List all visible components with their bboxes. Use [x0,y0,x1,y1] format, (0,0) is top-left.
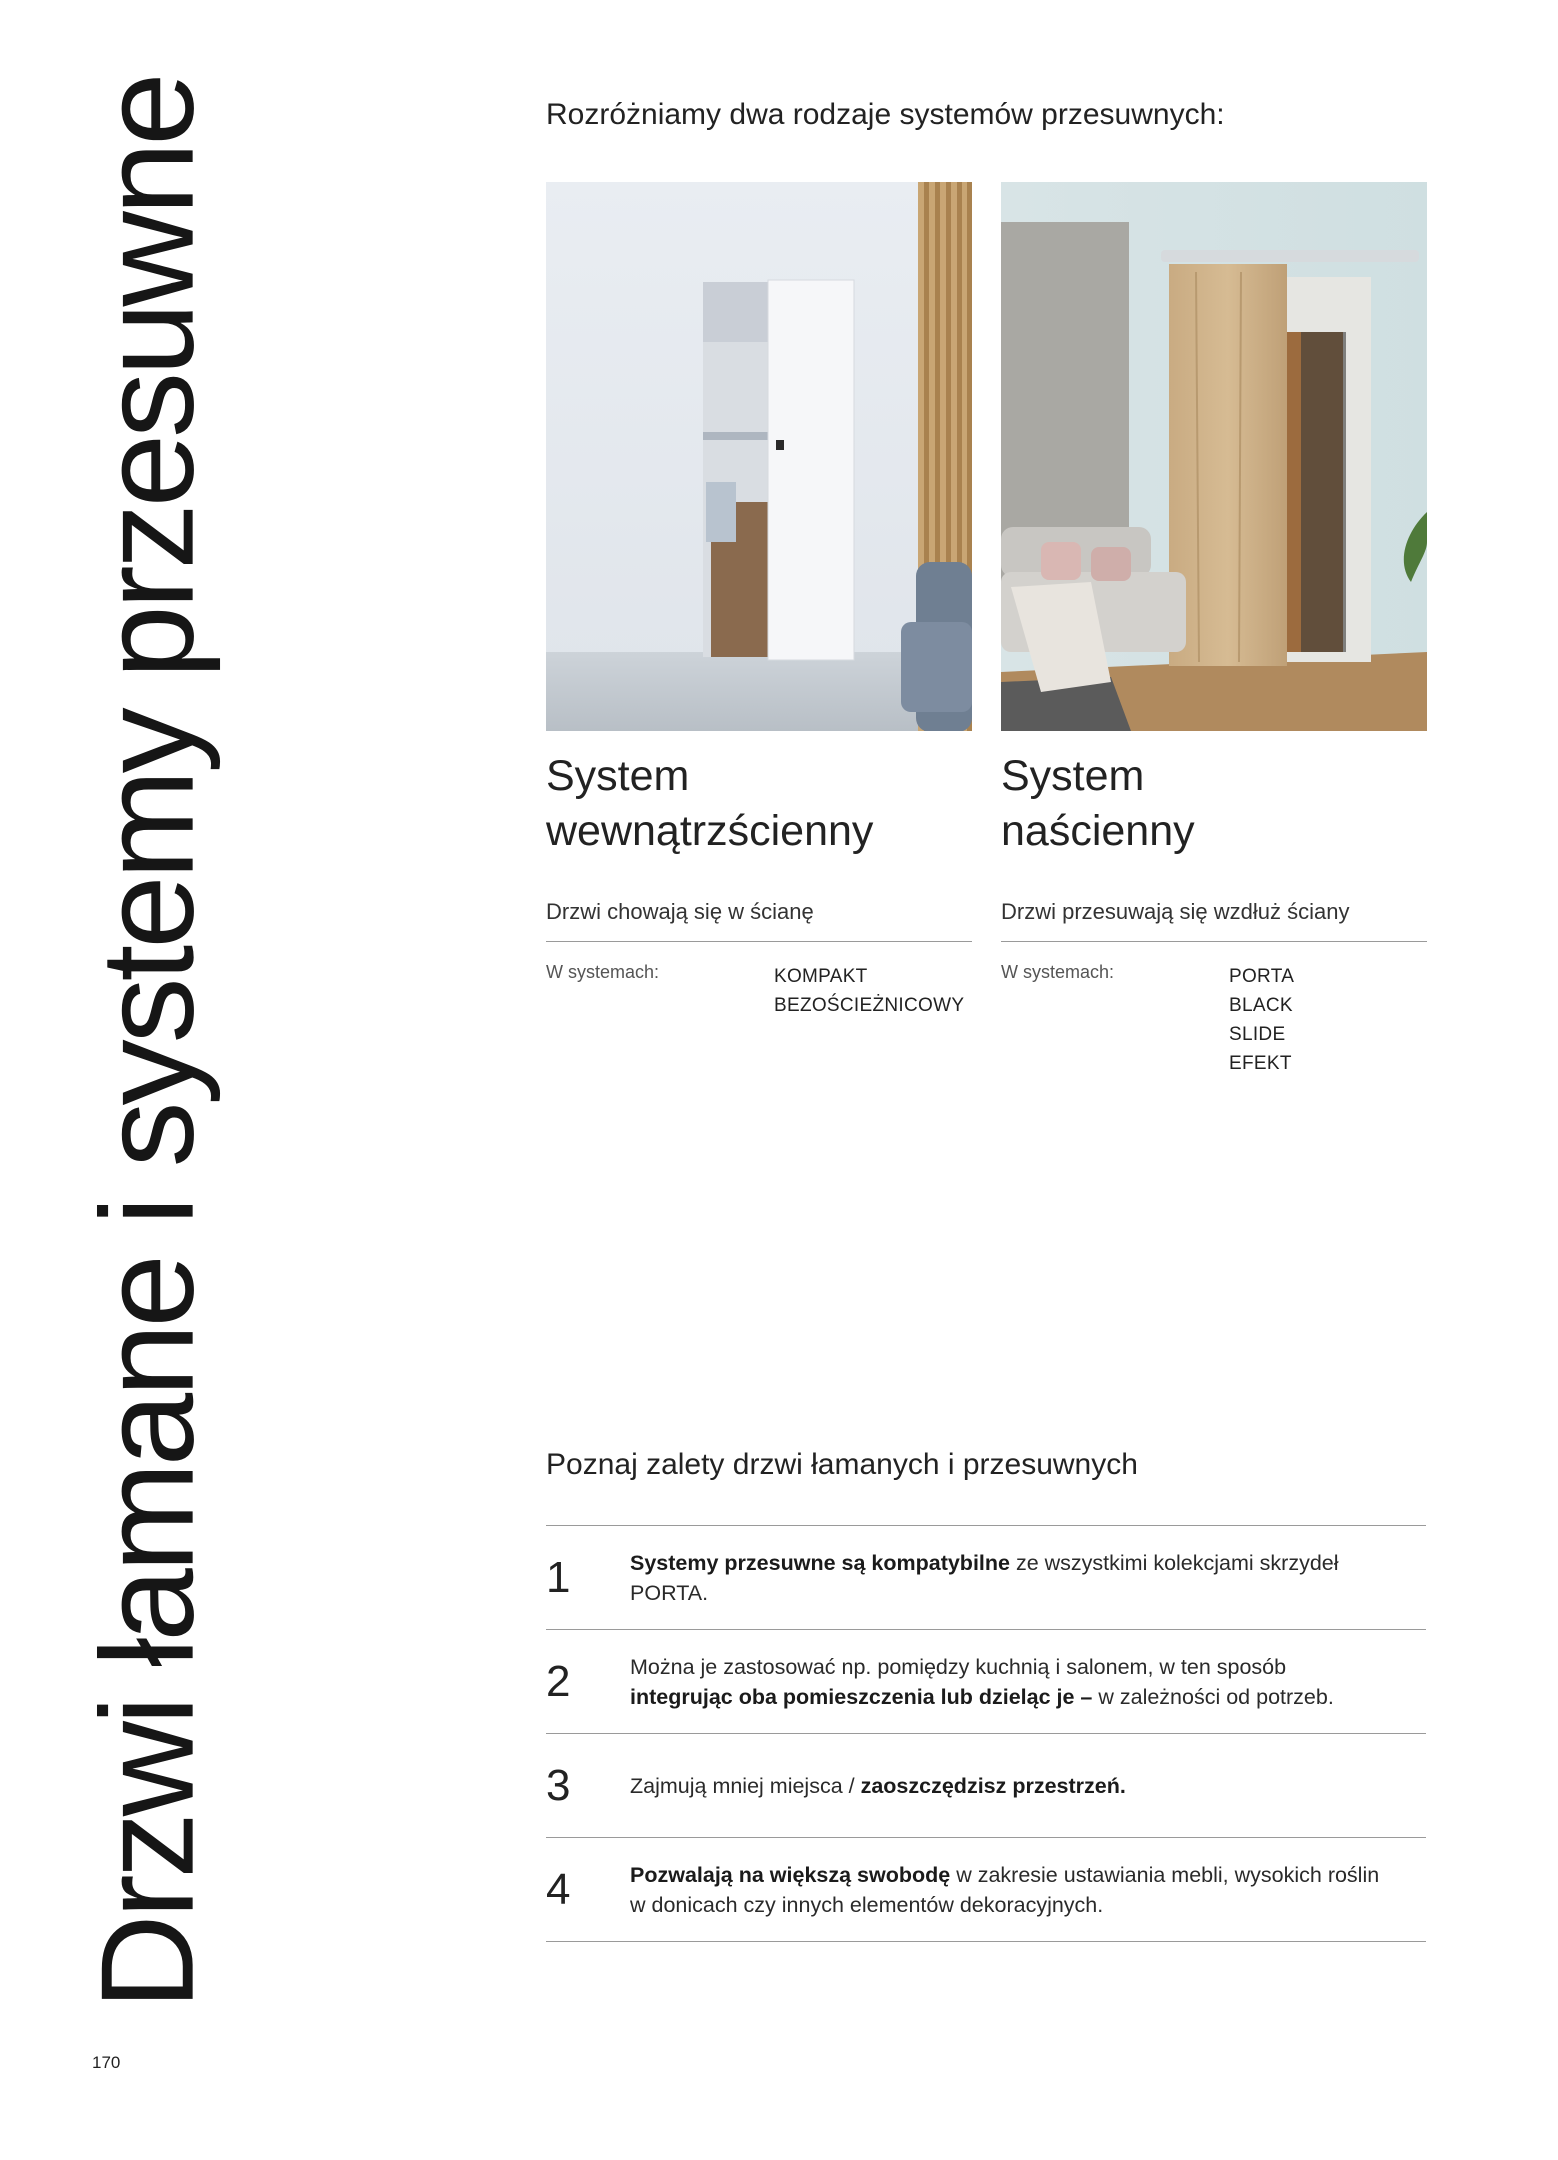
advantage-row [546,1838,1426,1942]
system-item-porta: PORTA [1229,966,1295,987]
advantage-row [546,1734,1426,1838]
advantage-number: 1 [546,1552,571,1602]
systems-label: W systemach: [1001,962,1115,982]
photo-wall-mounted-door [1001,182,1427,731]
systems-label: W systemach: [546,962,660,982]
system-wall-mounted-description: Drzwi przesuwają się wzdłuż ściany [1001,899,1427,942]
advantage-text-bold: integrując oba pomieszczenia lub dzieląc je – [630,1684,1093,1709]
advantage-text [630,1652,1390,1712]
advantage-text [630,1548,1390,1608]
photo-in-wall-door [546,182,972,731]
system-wall-mounted-column [1001,182,1427,1078]
advantage-text-plain: Można je zastosować np. pomiędzy kuchnią i salonem, w ten sposób [630,1654,1287,1679]
system-wall-mounted-title-line1: System [1001,752,1145,800]
vertical-page-title [68,76,228,2010]
advantage-text-bold: zaoszczędzisz przestrzeń. [860,1773,1126,1798]
system-wall-mounted-title-line2: naścienny [1001,807,1195,855]
page-number: 170 [92,2053,121,2072]
intro-heading: Rozróżniamy dwa rodzaje systemów przesuwnych: [546,98,1225,131]
system-wall-mounted-systems [1001,962,1427,1078]
systems-list [774,962,964,1020]
system-item-efekt: EFEKT [1229,1053,1292,1074]
system-item-black: BLACK [1229,995,1293,1016]
advantage-text-bold: Systemy przesuwne są kompatybilne [630,1550,1010,1575]
advantage-text-plain: Zajmują mniej miejsca / [630,1773,861,1798]
advantage-number: 2 [546,1656,571,1706]
system-wall-mounted-title [1001,749,1427,859]
system-in-wall-description: Drzwi chowają się w ścianę [546,899,972,942]
advantage-text-plain: ze wszystkimi kolekcjami skrzydeł PORTA. [630,1550,1339,1605]
system-in-wall-title [546,749,972,859]
advantage-text [630,1771,1390,1801]
advantage-row [546,1526,1426,1630]
system-in-wall-title-line2: wewnątrzścienny [546,807,874,855]
system-in-wall-systems [546,962,972,1020]
vertical-page-title-text: Drzwi łamane i systemy przesuwne [74,76,221,2010]
advantage-row [546,1630,1426,1734]
advantage-number: 4 [546,1864,571,1914]
system-item-bezoscieznicowy: BEZOŚCIEŻNICOWY [774,995,965,1016]
advantage-text-plain: w zakresie ustawiania mebli, wysokich roślin w donicach czy innych elementów dekoracyjnych. [630,1862,1380,1917]
advantage-number: 3 [546,1760,571,1810]
systems-list [1229,962,1294,1078]
advantage-text [630,1860,1390,1920]
system-in-wall-column [546,182,972,1020]
advantages-heading: Poznaj zalety drzwi łamanych i przesuwnych [546,1448,1138,1481]
system-in-wall-title-line1: System [546,752,690,800]
advantage-text-plain: w zależności od potrzeb. [1092,1684,1334,1709]
system-item-kompakt: KOMPAKT [774,966,868,987]
system-item-slide: SLIDE [1229,1024,1286,1045]
advantage-text-bold: Pozwalają na większą swobodę [630,1862,951,1887]
advantages-list [546,1525,1426,1942]
